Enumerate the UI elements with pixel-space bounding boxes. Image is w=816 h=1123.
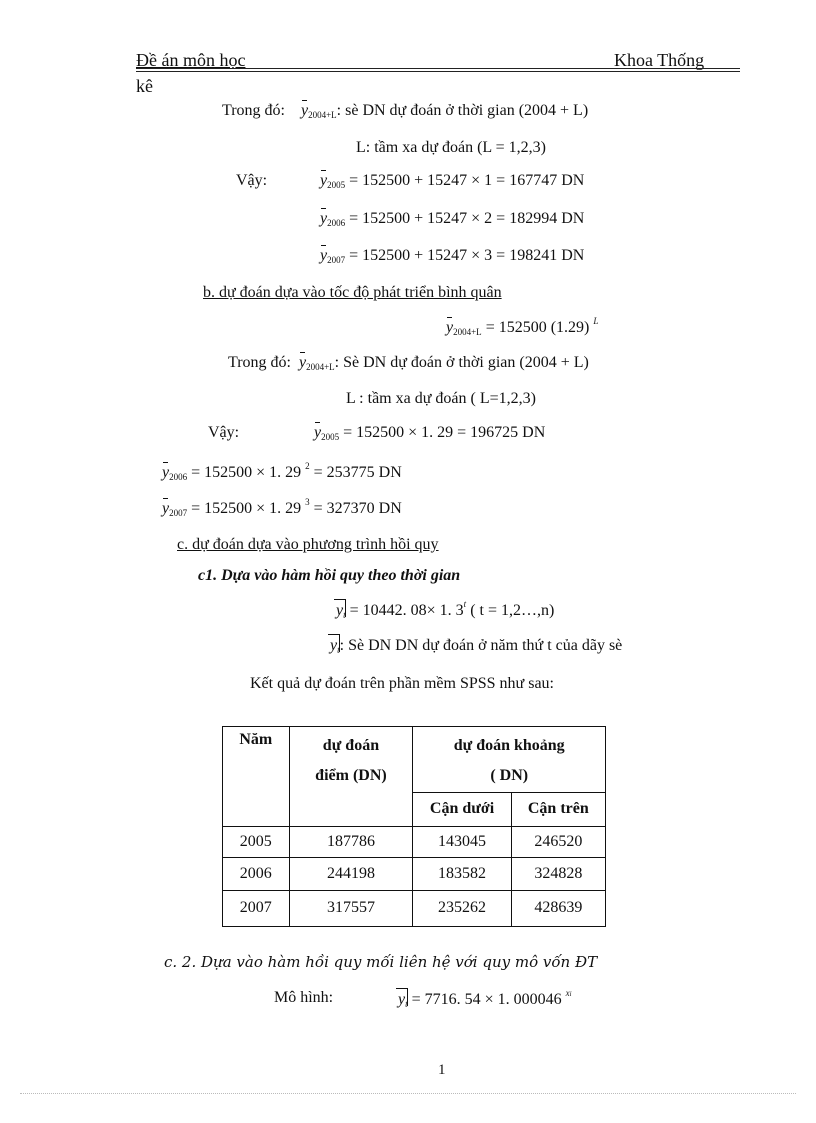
c1-formula-pre: = 10442. 08× 1. 3 — [345, 602, 464, 619]
model-sup-sub: i — [569, 990, 572, 998]
c1-def-text: : Sè DN DN dự đoán ở năm thứ t của dãy sè — [339, 637, 623, 654]
y-bar-symbol: y — [320, 210, 328, 227]
model-sup — [566, 988, 572, 998]
b-trong-do-label: Trong đó: — [228, 354, 291, 371]
a-expr-2006: = 152500 + 15247 × 2 = 182994 DN — [345, 210, 585, 227]
model-pre: = 7716. 54 × 1. 000046 — [407, 991, 566, 1008]
y-bar-symbol: y — [320, 172, 328, 189]
page-number: 1 — [438, 1062, 446, 1078]
b-sub-2006: 2006 — [169, 472, 188, 482]
b-formula-expr: = 152500 (1.29) — [481, 319, 594, 336]
b-forecast-2005 — [314, 423, 545, 443]
col-year-header: Năm — [223, 727, 290, 827]
forecast-table — [222, 726, 606, 927]
header-right: Khoa Thống — [614, 50, 705, 70]
a-L-definition: L: tầm xa dự đoán (L = 1,2,3) — [356, 139, 546, 156]
b-formula-sup: L — [593, 316, 599, 326]
b-sup-2006: 2 — [305, 461, 310, 471]
b-post-2006: = 253775 DN — [309, 464, 402, 481]
header-rule-2 — [136, 71, 740, 72]
col-point-header-1: dự đoán — [322, 737, 380, 754]
b-pre-2006: = 152500 × 1. 29 — [187, 464, 306, 481]
y-bar-symbol: y — [398, 991, 406, 1008]
col-upper-header: Cận trên — [511, 792, 605, 826]
header-rule — [136, 68, 740, 69]
b-formula — [446, 316, 598, 338]
col-interval-header — [413, 727, 606, 793]
table-header-row — [223, 727, 606, 793]
a-expr-2007: = 152500 + 15247 × 3 = 198241 DN — [345, 247, 585, 264]
cell-point: 187786 — [289, 826, 413, 857]
y-bar-symbol: y — [330, 637, 338, 654]
y-bar-symbol: y — [336, 602, 344, 619]
b-forecast-2006 — [162, 461, 402, 483]
y-bar-symbol: y — [300, 102, 309, 119]
a-sub-2005: 2005 — [327, 180, 346, 190]
b-trong-do-text: : Sè DN dự đoán ở thời gian (2004 + L) — [334, 354, 589, 371]
col-interval-header-1: dự đoán khoảng — [453, 737, 565, 754]
c1-definition — [330, 636, 622, 656]
cell-point: 244198 — [289, 857, 413, 890]
b-expr-2005: = 152500 × 1. 29 = 196725 DN — [339, 424, 546, 441]
a-trong-do-label: Trong đó: — [222, 102, 285, 119]
a-trong-do-text: : sè DN dự đoán ở thời gian (2004 + L) — [336, 102, 589, 119]
b-post-2007: = 327370 DN — [309, 500, 402, 517]
b-trong-do-sub: 2004+L — [306, 362, 335, 372]
cell-year: 2006 — [223, 857, 290, 890]
cell-year: 2007 — [223, 890, 290, 926]
cell-lower: 143045 — [413, 826, 511, 857]
spss-intro: Kết quả dự đoán trên phần mềm SPSS như sau: — [250, 675, 554, 692]
col-lower-header: Cận dưới — [413, 792, 511, 826]
a-trong-do-sub: 2004+L — [308, 110, 337, 120]
b-sub-2005: 2005 — [321, 432, 340, 442]
table-row — [223, 826, 606, 857]
y-bar-symbol: y — [314, 424, 322, 441]
b-heading: b. dự đoán dựa vào tốc độ phát triển bình quân — [203, 284, 502, 301]
y-bar-symbol: y — [298, 354, 307, 371]
c1-heading: c1. Dựa vào hàm hồi quy theo thời gian — [198, 567, 461, 584]
a-trong-do-line — [222, 101, 588, 121]
c1-formula-sup: t — [463, 599, 467, 609]
b-sup-2007: 3 — [305, 497, 310, 507]
page-bottom-border — [20, 1093, 796, 1094]
table-row — [223, 890, 606, 926]
b-trong-do-line — [228, 353, 589, 373]
a-forecast-2007 — [320, 246, 584, 266]
y-bar-symbol: y — [162, 464, 170, 481]
c-heading: c. dự đoán dựa vào phương trình hồi quy — [177, 536, 439, 553]
col-interval-header-2: ( DN) — [490, 767, 529, 785]
model-formula — [398, 988, 572, 1010]
a-expr-2005: = 152500 + 15247 × 1 = 167747 DN — [345, 172, 585, 189]
col-point-header — [289, 727, 413, 827]
cell-upper: 324828 — [511, 857, 605, 890]
cell-year: 2005 — [223, 826, 290, 857]
cell-lower: 235262 — [413, 890, 511, 926]
a-sub-2007: 2007 — [327, 255, 346, 265]
c2-heading: c. 2. Dựa vào hàm hồi quy mối liên hệ với quy mô vốn ĐT — [164, 953, 598, 971]
header-left: Đề án môn học — [136, 50, 246, 70]
t-subscript: t — [337, 645, 340, 655]
b-sub-2007: 2007 — [169, 508, 188, 518]
table-row — [223, 857, 606, 890]
b-L-definition: L : tầm xa dự đoán ( L=1,2,3) — [346, 390, 536, 407]
a-sub-2006: 2006 — [327, 218, 346, 228]
b-formula-sub: 2004+L — [453, 327, 482, 337]
c1-formula — [336, 599, 554, 621]
cell-point: 317557 — [289, 890, 413, 926]
b-pre-2007: = 152500 × 1. 29 — [187, 500, 306, 517]
y-bar-symbol: y — [446, 319, 454, 336]
y-bar-symbol: y — [162, 500, 170, 517]
model-label: Mô hình: — [274, 989, 334, 1006]
b-forecast-2007 — [162, 497, 402, 519]
y-bar-symbol: y — [320, 247, 328, 264]
header-wrap: kê — [136, 76, 153, 96]
t-subscript: t — [343, 610, 346, 620]
t-subscript: t — [405, 999, 408, 1009]
cell-lower: 183582 — [413, 857, 511, 890]
a-forecast-2006 — [320, 209, 584, 229]
cell-upper: 428639 — [511, 890, 605, 926]
model-sup-x: x — [565, 988, 570, 998]
a-vay-label: Vậy: — [236, 172, 268, 189]
c1-formula-post: ( t = 1,2…,n) — [466, 602, 555, 619]
col-point-header-2: điểm (DN) — [315, 767, 387, 785]
cell-upper: 246520 — [511, 826, 605, 857]
a-forecast-2005 — [320, 171, 584, 191]
b-vay-label: Vậy: — [208, 424, 240, 441]
